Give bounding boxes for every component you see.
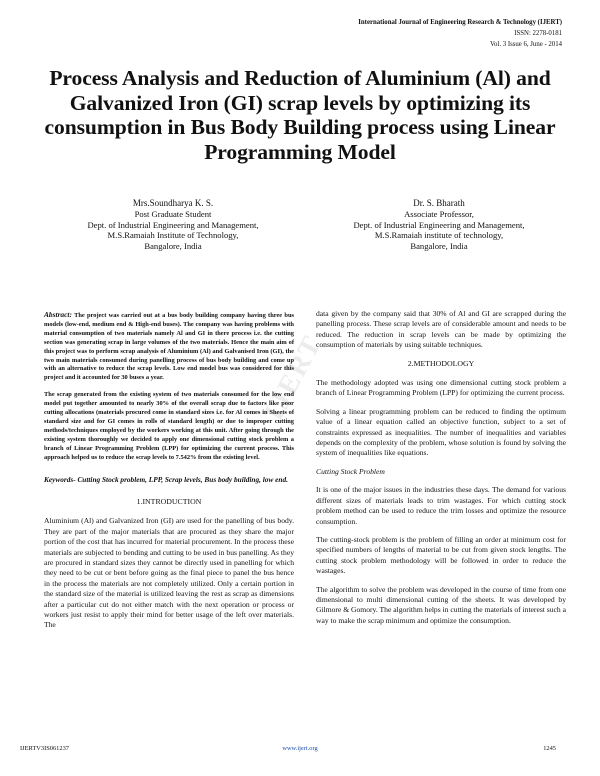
right-column xyxy=(316,309,566,634)
intro-paragraph: Aluminium (Al) and Galvanized Iron (GI) are used for the panelling of bus body. They are part of the major materials that are procured as they share the major portion of the cost that has incurred for material procurement. In the process these materials are subjected to bending and cutting to be used in bus panelling. As they are procured in standard sizes they cannot be directly used in panelling for which they need to be cut or bent before going as the final piece to panel the bus hence in the process the materials are not completely utilized. Only a certain portion in the standard size of the material is utilized leaving the rest as scrap as dimensions after a particular cut do not either match with the next operation or process or workers just resist to apply their mind for better usage of the left over materials. The xyxy=(44,516,294,630)
abstract-paragraph-1 xyxy=(44,311,294,383)
author-block-1 xyxy=(48,198,298,252)
section-heading-methodology: 2.METHODOLOGY xyxy=(407,358,475,368)
left-column xyxy=(44,311,294,639)
subheading-cutting-stock: Cutting Stock Problem xyxy=(316,466,385,476)
cutting-stock-paragraph-3: The algorithm to solve the problem was developed in the course of time from one dimensional to multi dimensional cutting of the sheets. It was developed by Gilmore & Gomory. The algorithm helps in cutting the materials of interest such a way to make the scrap minimum and optimize the consumption. xyxy=(316,584,566,625)
cutting-stock-paragraph-2: The cutting-stock problem is the problem of filling an order at minimum cost for specified numbers of lengths of material to be cut from given stock lengths. The cutting stock problem methodology will be followed in order to reduce the wastages. xyxy=(316,534,566,576)
author-role: Associate Professor, xyxy=(404,208,474,219)
author-institute: M.S.Ramaiah institute of technology, xyxy=(374,230,504,241)
issn: ISSN: 2278-0181 xyxy=(514,30,562,37)
paper-id: IJERTV3IS061237 xyxy=(20,745,69,752)
author-role: Post Graduate Student xyxy=(134,208,212,219)
author-dept: Dept. of Industrial Engineering and Management, xyxy=(353,219,525,230)
author-name: Mrs.Soundharya K. S. xyxy=(132,198,214,208)
keywords: Keywords- Cutting Stock problem, LPP, Scrap levels, Bus body building, low end. xyxy=(44,474,288,484)
ijert-watermark: IJERT xyxy=(258,330,329,426)
abstract-text-1: The project was carried out at a bus body building company having three bus models (low-end, medium end & High-end buses). The company was having problems with material consumption of two materials namely Al and GI in there process i.e. the cutting section was generating scrap in large volumes of the two materials. Hence the main aim of this project was to perform scrap analysis of Aluminium (Al) and Galvanised Iron (GI), the two main materials consumed during panelling process of bus body building and come up with an alternative to reduce the scrap levels. Low end model bus was considered for this project and it accounted for 30 buses a year. xyxy=(44,312,294,382)
methodology-paragraph-1: The methodology adopted was using one dimensional cutting stock problem a branch of Linear Programming Problem (LPP) for optimizing the current process. xyxy=(316,378,566,398)
author-institute: M.S.Ramaiah Institute of Technology, xyxy=(107,230,239,241)
volume-issue: Vol. 3 Issue 6, June - 2014 xyxy=(490,41,562,48)
abstract xyxy=(44,311,294,463)
author-city: Bangalore, India xyxy=(410,241,468,252)
journal-name: International Journal of Engineering Research & Technology (IJERT) xyxy=(358,19,562,26)
page-number: 1245 xyxy=(543,745,556,752)
abstract-paragraph-2: The scrap generated from the existing system of two materials consumed for the low end model put together amounted to nearly 30% of the overall scrap due to factors like poor cutting allocations (materials procured come in standard sizes i.e. for Al comes in Sheets of standard size and for GI comes in rolls of standard length) or due to improper cutting methods/techniques employed by the workers working at this unit. After going through the existing system thoroughly we decided to apply one dimensional cutting stock problem a branch of Linear Programming Problem (LPP) for optimizing the current process. This approach helped us to reduce the scrap levels to 7.542% from the existing level. xyxy=(44,391,294,461)
cutting-stock-paragraph-1: It is one of the major issues in the industries these days. The demand for various different sizes of materials leads to trim wastages. For which cutting stock problem method can be used to reduce the trim losses and optimize the resource consumption. xyxy=(316,485,566,526)
author-dept: Dept. of Industrial Engineering and Management, xyxy=(87,219,259,230)
journal-header xyxy=(358,17,562,50)
paper-title: Process Analysis and Reduction of Aluminium (Al) and Galvanized Iron (GI) scrap levels by optimizing its consumption in Bus Body Building process using Linear Programming Model xyxy=(44,66,556,164)
author-block-2 xyxy=(314,198,564,252)
intro-continuation: data given by the company said that 30% of Al and GI are scrapped during the panelling process. These scrap levels are of considerable amount and needs to be reduced. The reduction in scrap levels can be made by optimizing the consumption of materials by using suitable techniques. xyxy=(316,309,566,350)
journal-url-link[interactable]: www.ijert.org xyxy=(282,745,318,752)
section-heading-introduction: 1.INTRODUCTION xyxy=(136,496,202,506)
abstract-label: Abstract: xyxy=(44,310,72,319)
author-name: Dr. S. Bharath xyxy=(413,198,465,208)
methodology-paragraph-2: Solving a linear programming problem can be reduced to finding the optimum value of a linear equation called an objective function, subject to a set of constraints expressed as inequalities. The number of inequalities and variables depends on the complexity of the problem, whose solution is found by solving the system of inequalities like equations. xyxy=(316,406,566,458)
author-city: Bangalore, India xyxy=(144,241,202,252)
